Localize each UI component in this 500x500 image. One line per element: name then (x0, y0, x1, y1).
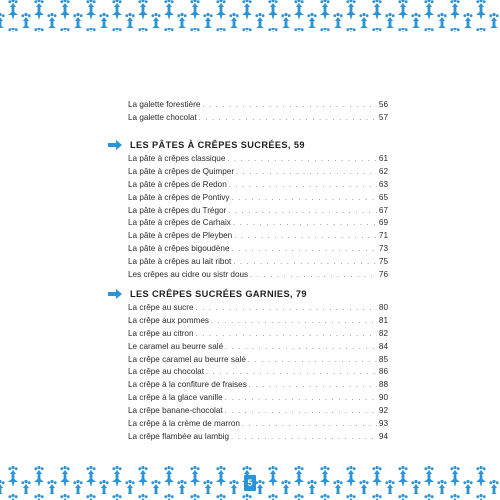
dot-leader (250, 270, 377, 283)
section-heading-pates (108, 140, 305, 150)
toc-entry-page: 61 (378, 154, 388, 163)
toc-entry-title: La crêpe au sucre (128, 303, 194, 312)
toc-entry-title: La crêpe banane-chocolat (128, 406, 223, 416)
toc-entry-page: 57 (378, 112, 388, 122)
toc-entry-page: 67 (378, 205, 388, 215)
toc-entry-page: 92 (378, 406, 388, 416)
toc-entry (128, 153, 388, 166)
toc-entry (128, 405, 388, 418)
toc-entry-page: 94 (378, 431, 388, 441)
toc-entry-page: 81 (378, 315, 388, 325)
toc-entry-page: 75 (378, 257, 388, 267)
dot-leader (225, 406, 377, 419)
dot-leader (242, 419, 377, 432)
toc-entry (128, 112, 388, 125)
ermine-pattern-top (0, 0, 500, 32)
toc-entry (128, 179, 388, 192)
toc-entry-title: La pâte à crêpes bigoudène (128, 244, 230, 254)
toc-entry (128, 243, 388, 256)
toc-entry (128, 302, 388, 315)
toc-entry-page: 69 (378, 218, 388, 228)
toc-entry-title: La pâte à crêpes de Quimper (128, 166, 235, 176)
toc-entry (128, 366, 388, 379)
toc-entry (128, 431, 388, 444)
toc-entry-title: La crêpe au citron (128, 328, 194, 338)
dot-leader (211, 316, 377, 329)
toc-entry (128, 328, 388, 341)
toc-entry (128, 354, 388, 367)
toc-entry-page: 63 (378, 179, 388, 189)
toc-entry-title: La galette chocolat (128, 112, 197, 122)
toc-entry (128, 418, 388, 431)
arrow-right-icon (108, 289, 122, 299)
toc-entry (128, 379, 388, 392)
toc-entry-title: La pâte à crêpes classique (128, 154, 226, 163)
toc-entry-title: La crêpe caramel au beurre salé (128, 354, 246, 364)
toc-entry-page: 65 (378, 192, 388, 202)
dot-leader (228, 206, 377, 219)
toc-entry-title: La pâte à crêpes de Pleyben (128, 231, 233, 241)
toc-entry-page: 71 (378, 231, 388, 241)
toc-list-top (128, 99, 388, 125)
toc-entry (128, 230, 388, 243)
toc-entry (128, 192, 388, 205)
dot-leader (196, 303, 377, 316)
toc-entry (128, 315, 388, 328)
dot-leader (236, 167, 377, 180)
dot-leader (225, 342, 377, 355)
toc-entry-page: 93 (378, 419, 388, 429)
toc-entry-title: La crêpe à la crème de marron (128, 419, 240, 429)
toc-entry-title: La galette forestière (128, 100, 201, 109)
ermine-icon (0, 0, 500, 32)
dot-leader (231, 432, 377, 445)
toc-entry-page: 88 (378, 380, 388, 390)
dot-leader (233, 257, 377, 270)
dot-leader (227, 154, 376, 167)
toc-entry (128, 269, 388, 282)
toc-list-crepes-garnies (128, 302, 388, 444)
page-number-badge: 5 (244, 475, 256, 491)
toc-entry-page: 80 (378, 303, 388, 312)
toc-entry-page: 86 (378, 367, 388, 377)
dot-leader (248, 355, 377, 368)
toc-entry-title: La crêpe au chocolat (128, 367, 205, 377)
toc-entry-page: 82 (378, 328, 388, 338)
toc-entry-title: La pâte à crêpes de Pontivy (128, 192, 230, 202)
toc-entry-page: 90 (378, 393, 388, 403)
dot-leader (232, 244, 377, 257)
dot-leader (233, 218, 377, 231)
toc-entry-page: 76 (378, 270, 388, 280)
dot-leader (225, 393, 377, 406)
toc-entry-title: La crêpe aux pommes (128, 315, 210, 325)
toc-entry (128, 341, 388, 354)
toc-entry (128, 99, 388, 112)
toc-entry-title: La pâte à crêpes de Redon (128, 179, 227, 189)
dot-leader (249, 380, 377, 393)
toc-entry-title: Le caramel au beurre salé (128, 341, 224, 351)
toc-entry-page: 85 (378, 354, 388, 364)
toc-entry-title: Les crêpes au cidre ou sistr dous (128, 270, 249, 280)
dot-leader (234, 231, 377, 244)
toc-entry (128, 205, 388, 218)
dot-leader (229, 180, 377, 193)
toc-entry-title: La crêpe flambée au lambig (128, 431, 230, 441)
toc-entry-title: La crêpe à la glace vanille (128, 393, 223, 403)
toc-list-pates (128, 153, 388, 282)
dot-leader (199, 113, 377, 126)
arrow-right-icon (108, 140, 122, 150)
section-heading-crepes-garnies (108, 289, 307, 299)
toc-entry (128, 217, 388, 230)
toc-entry-page: 84 (378, 341, 388, 351)
toc-entry-title: La pâte à crêpes au lait ribot (128, 257, 232, 267)
toc-entry-page: 73 (378, 244, 388, 254)
toc-entry-page: 56 (378, 100, 388, 109)
toc-entry-title: La pâte à crêpes de Carhaix (128, 218, 231, 228)
section-heading-text: LES CRÊPES SUCRÉES GARNIES, 79 (130, 289, 307, 299)
toc-entry-title: La crêpe à la confiture de fraises (128, 380, 247, 390)
section-heading-text: LES PÂTES À CRÊPES SUCRÉES, 59 (130, 140, 305, 150)
toc-entry-page: 62 (378, 166, 388, 176)
toc-entry (128, 392, 388, 405)
dot-leader (202, 100, 377, 113)
toc-entry-title: La pâte à crêpes du Trégor (128, 205, 227, 215)
toc-entry (128, 256, 388, 269)
toc-entry (128, 166, 388, 179)
dot-leader (232, 193, 377, 206)
